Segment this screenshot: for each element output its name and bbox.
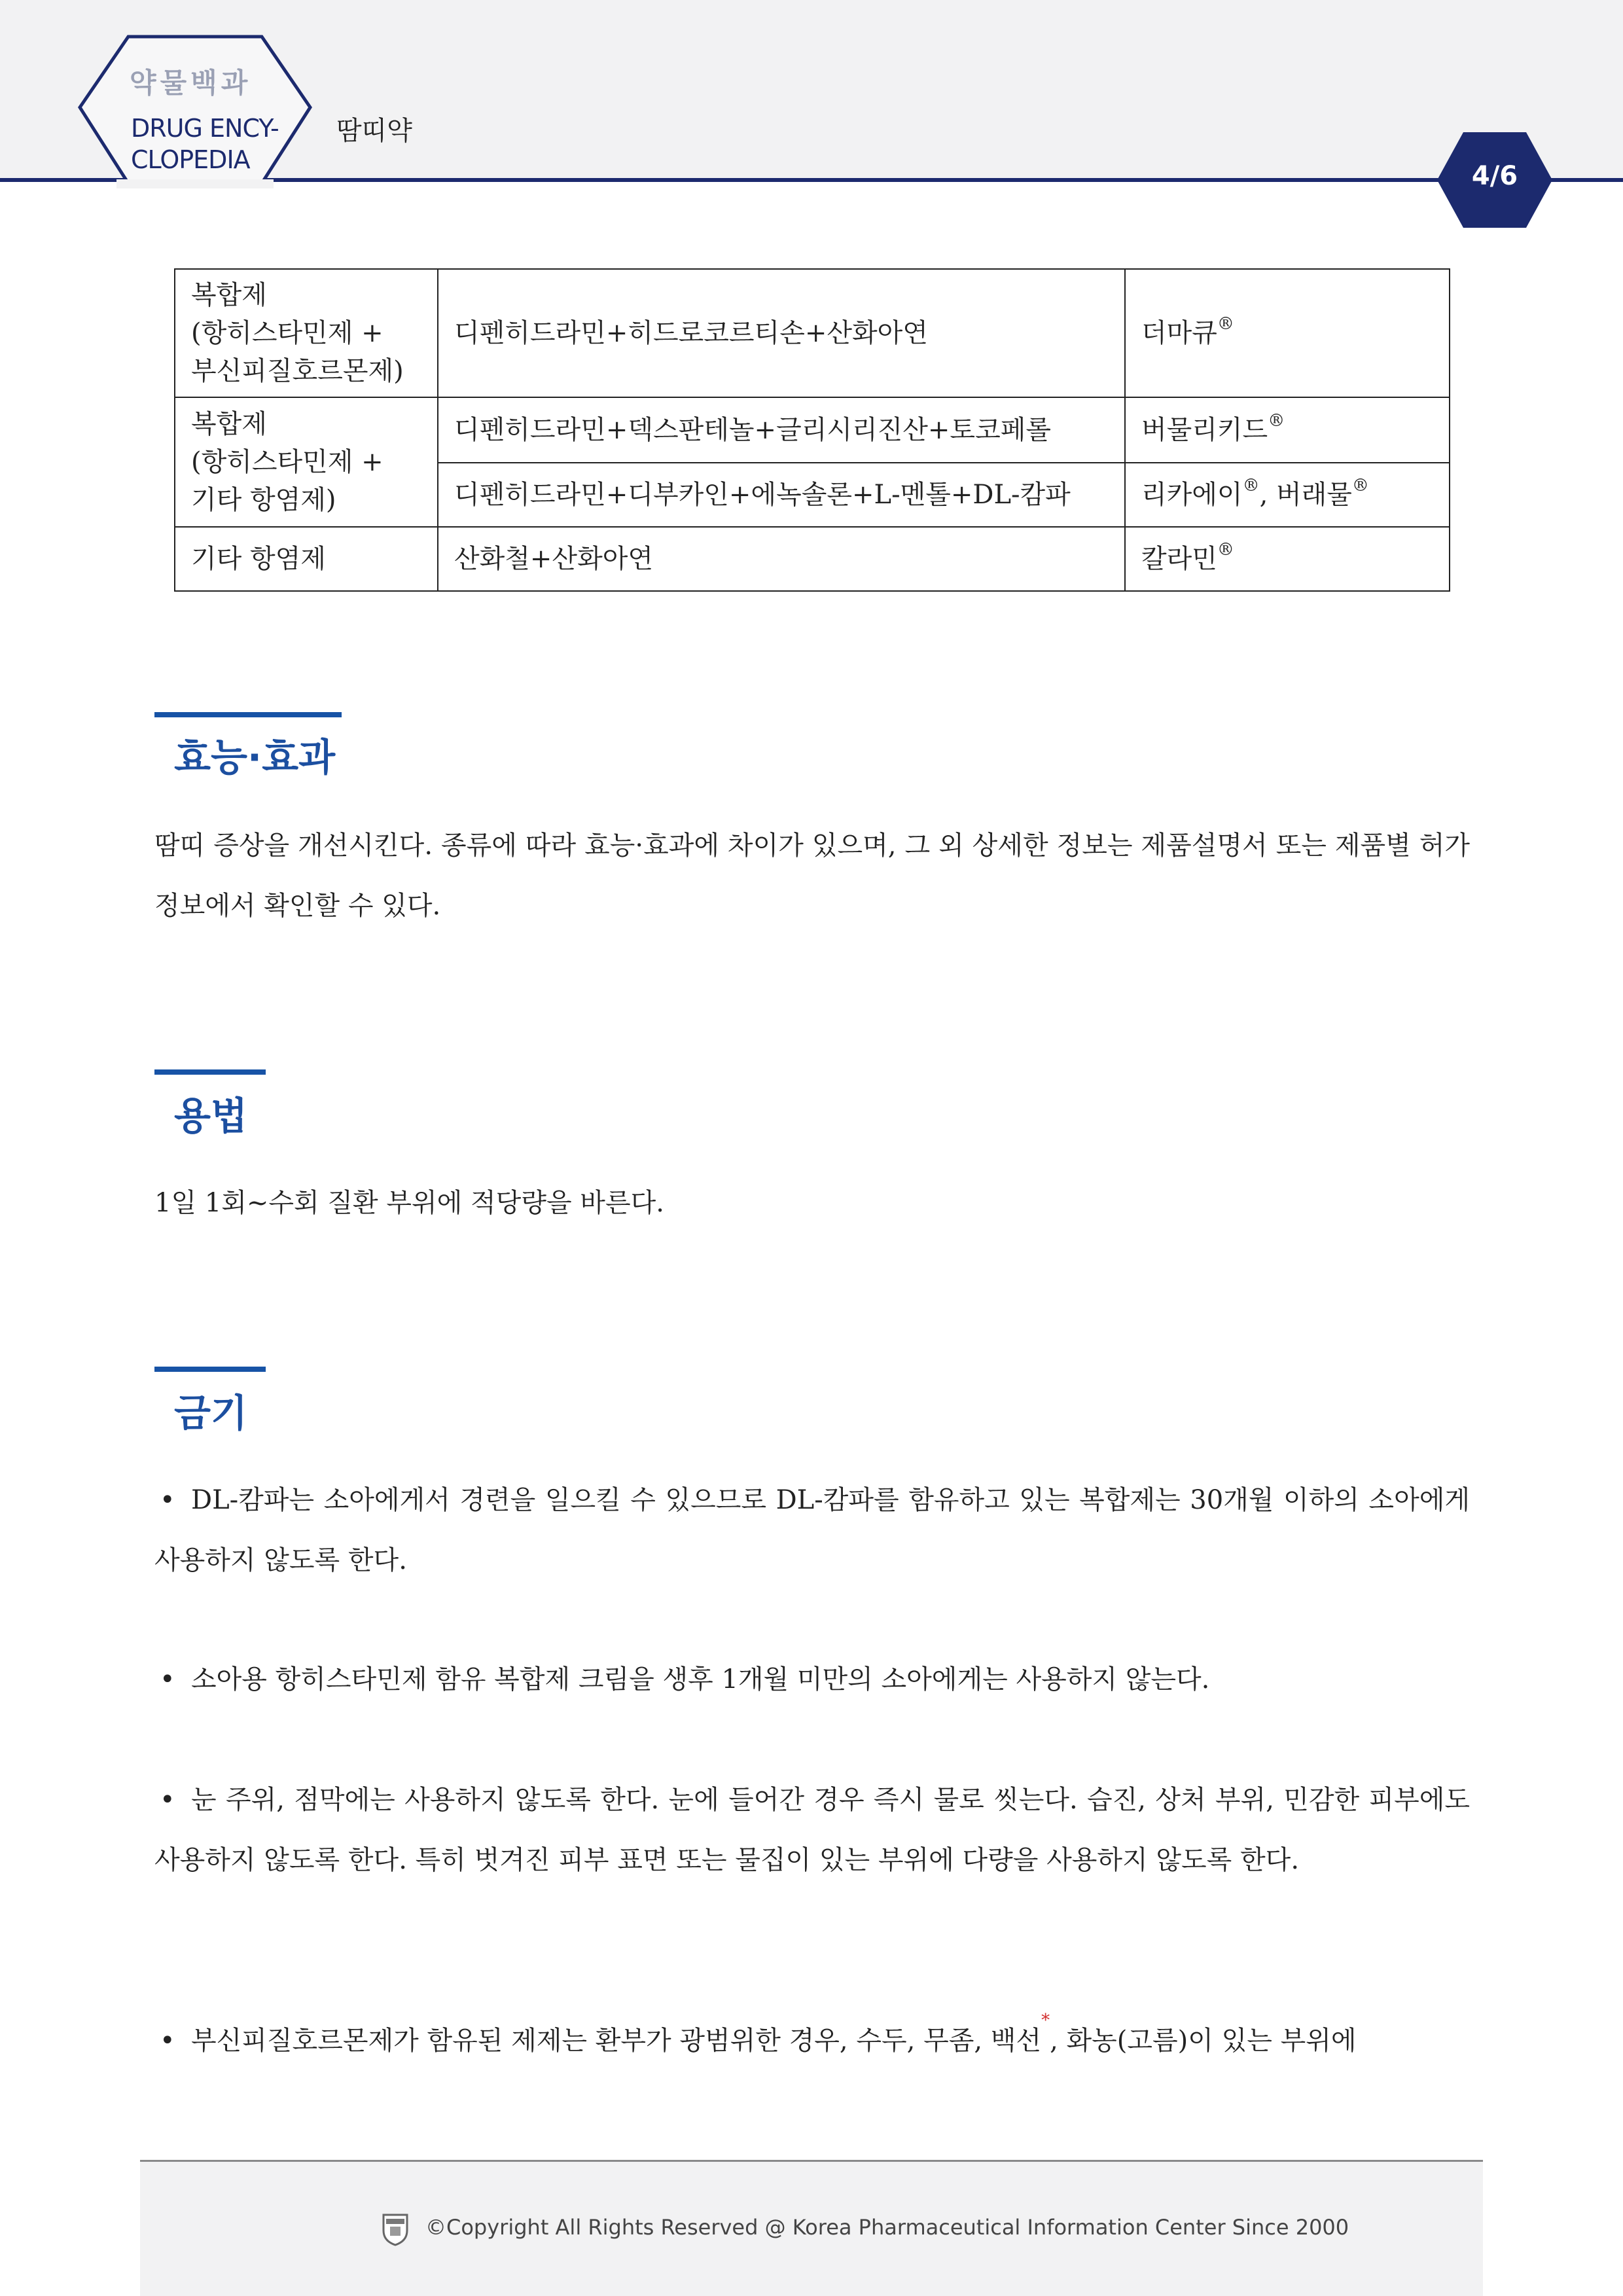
shield-emblem-icon: [381, 2212, 410, 2246]
table-cell-product: 버물리키드®: [1125, 397, 1450, 463]
table-cell-product: 더마큐®: [1125, 269, 1450, 397]
efficacy-paragraph: 땀띠 증상을 개선시킨다. 종류에 따라 효능·효과에 차이가 있으며, 그 외 상세한 정보는 제품설명서 또는 제품별 허가정보에서 확인할 수 있다.: [154, 831, 1470, 921]
contra-bullet-item: • DL-캄파는 소아에게서 경련을 일으킬 수 있으므로 DL-캄파를 함유하고 있는 복합제는 30개월 이하의 소아에게 사용하지 않도록 한다.: [154, 1470, 1470, 1590]
contra-bullet-item: • 부신피질호르몬제가 함유된 제제는 환부가 광범위한 경우, 수두, 무좀, 백선*, 화농(고름)이 있는 부위에: [154, 2011, 1470, 2071]
section-bar-contra: [154, 1367, 266, 1372]
section-title-usage: 용법: [174, 1094, 248, 1138]
registered-mark: ®: [1217, 540, 1234, 560]
bullet-icon: •: [160, 1485, 175, 1515]
section-bar-usage: [154, 1069, 266, 1075]
footnote-asterisk: *: [1041, 2011, 1050, 2030]
section-title-contra: 금기: [174, 1391, 248, 1435]
table-row: [175, 269, 1450, 397]
document-title: 땀띠약: [336, 116, 412, 146]
logo-english-text: DRUG ENCY- CLOPEDIA: [131, 114, 279, 174]
table-cell-ingredients: 디펜히드라민+히드로코르티손+산화아연: [438, 269, 1125, 397]
footer-divider: [140, 2160, 1483, 2162]
bullet-icon: •: [160, 1785, 175, 1815]
copyright-text: ©Copyright All Rights Reserved @ Korea Pharmaceutical Information Center Since 2000: [425, 2215, 1349, 2240]
table-cell-ingredients: 산화철+산화아연: [438, 527, 1125, 591]
section-title-efficacy: 효능·효과: [174, 735, 336, 780]
registered-mark: ®: [1351, 476, 1369, 495]
registered-mark: ®: [1268, 411, 1285, 431]
usage-paragraph: 1일 1회~수회 질환 부위에 적당량을 바른다.: [154, 1188, 664, 1218]
table-cell-product: 칼라민®: [1125, 527, 1450, 591]
drug-encyclopedia-logo[interactable]: [77, 34, 313, 188]
table-cell-category: 기타 항염제: [175, 527, 438, 591]
table-row: [175, 397, 1450, 463]
registered-mark: ®: [1217, 314, 1234, 334]
logo-korean-text: 약물백과: [130, 67, 252, 99]
table-cell-product: 리카에이®, 버래물®: [1125, 463, 1450, 527]
table-cell-category: 복합제 (항히스타민제 + 기타 항염제): [175, 397, 438, 527]
table-row: [175, 527, 1450, 591]
table-cell-ingredients: 디펜히드라민+디부카인+에녹솔론+L-멘톨+DL-캄파: [438, 463, 1125, 527]
section-bar-efficacy: [154, 712, 342, 717]
contra-bullet-item: • 소아용 항히스타민제 함유 복합제 크림을 생후 1개월 미만의 소아에게는 사용하지 않는다.: [154, 1649, 1470, 1710]
bullet-icon: •: [160, 1664, 175, 1695]
contra-bullet-item: • 눈 주위, 점막에는 사용하지 않도록 한다. 눈에 들어간 경우 즉시 물로 씻는다. 습진, 상처 부위, 민감한 피부에도 사용하지 않도록 한다. 특히 벗겨진 피부 표면 또는 물집이 있는 부위에 다량을 사용하지 않도록 한다.: [154, 1770, 1470, 1890]
page-indicator: 4/6: [1471, 161, 1518, 191]
bullet-icon: •: [160, 2026, 175, 2056]
table-cell-category: 복합제 (항히스타민제 + 부신피질호르몬제): [175, 269, 438, 397]
table-cell-ingredients: 디펜히드라민+덱스판테놀+글리시리진산+토코페롤: [438, 397, 1125, 463]
drug-table: [174, 268, 1450, 592]
registered-mark: ®: [1242, 476, 1260, 495]
